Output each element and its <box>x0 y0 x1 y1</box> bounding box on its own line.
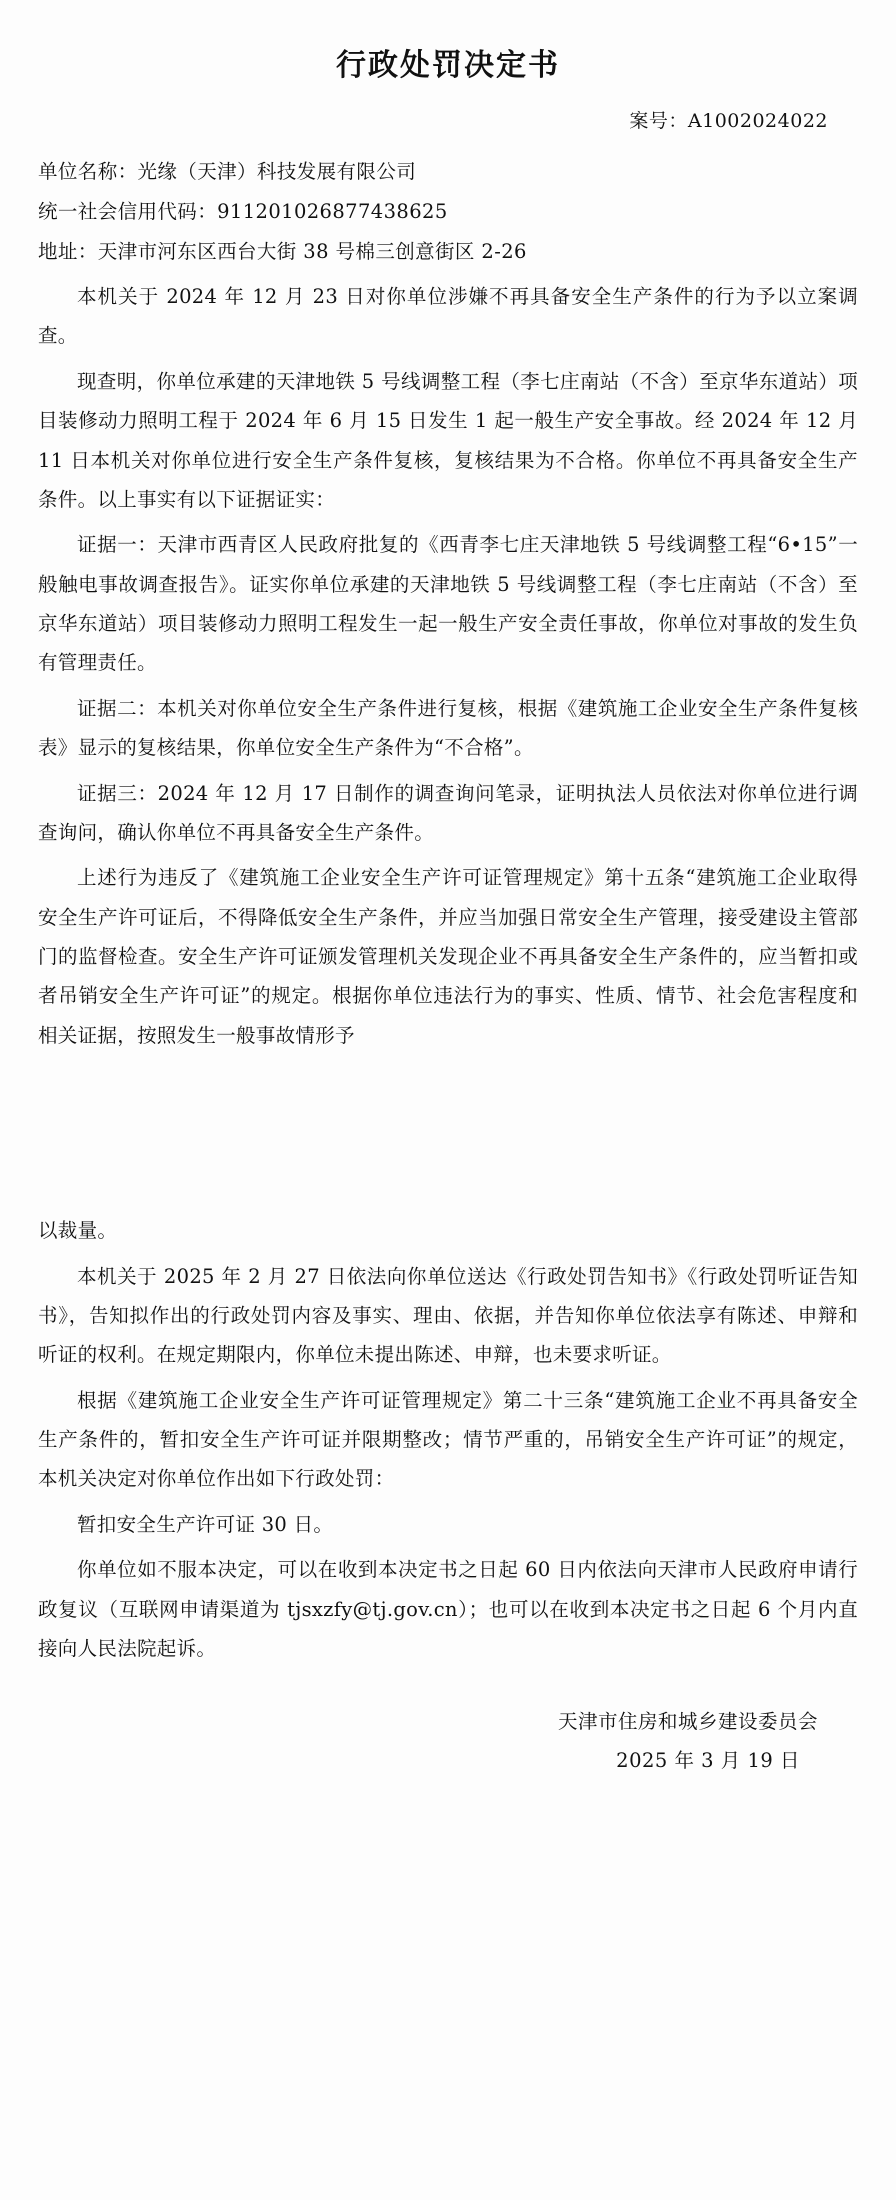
paragraph-findings: 现查明，你单位承建的天津地铁 5 号线调整工程（李七庄南站（不含）至京华东道站）项目装修动力照明工程于 2024 年 6 月 15 日发生 1 起一般生产安全事故。经 2024 年 12 月 11 日本机关对你单位进行安全生产条件复核，复核结果为不合格。你单位不再具备安全生产条件。以上事实有以下证据证实： <box>38 369 858 511</box>
paragraph-notification: 本机关于 2025 年 2 月 27 日依法向你单位送达《行政处罚告知书》《行政处罚听证告知书》，告知拟作出的行政处罚内容及事实、理由、依据，并告知你单位依法享有陈述、申辩和听证的权利。在规定期限内，你单位未提出陈述、申辩，也未要求听证。 <box>38 1264 858 1367</box>
paragraph-evidence-three: 证据三：2024 年 12 月 17 日制作的调查询问笔录，证明执法人员依法对你单位进行调查询问，确认你单位不再具备安全生产条件。 <box>38 781 858 844</box>
paragraph-case-opening: 本机关于 2024 年 12 月 23 日对你单位涉嫌不再具备安全生产条件的行为予以立案调查。 <box>38 285 858 348</box>
case-number-value: A1002024022 <box>687 110 828 132</box>
signature-date: 2025 年 3 月 19 日 <box>616 1749 800 1773</box>
field-company-name-label: 单位名称： <box>38 160 138 183</box>
signature-organization: 天津市住房和城乡建设委员会 <box>557 1710 818 1734</box>
paragraph-penalty-basis: 根据《建筑施工企业安全生产许可证管理规定》第二十三条“建筑施工企业不再具备安全生产条件的，暂扣安全生产许可证并限期整改；情节严重的，吊销安全生产许可证”的规定，本机关决定对你单位作出如下行政处罚： <box>38 1388 858 1491</box>
page-break-gap <box>38 1055 858 1205</box>
field-company-name <box>38 153 858 191</box>
field-credit-code-value: 911201026877438625 <box>217 200 448 224</box>
signature-block <box>38 1702 858 1780</box>
case-number-label: 案号： <box>629 110 688 132</box>
field-address-label: 地址： <box>38 240 98 264</box>
paragraph-legal-basis: 上述行为违反了《建筑施工企业安全生产许可证管理规定》第十五条“建筑施工企业取得安全生产许可证后，不得降低安全生产条件，并应当加强日常安全生产管理，接受建设主管部门的监督检查。安全生产许可证颁发管理机关发现企业不再具备安全生产条件的，应当暂扣或者吊销安全生产许可证”的规定。根据你单位违法行为的事实、性质、情节、社会危害程度和相关证据，按照发生一般事故情形予 <box>38 866 858 1047</box>
field-credit-code-label: 统一社会信用代码： <box>38 200 218 224</box>
paragraph-penalty-decision: 暂扣安全生产许可证 30 日。 <box>77 1512 334 1536</box>
field-company-name-value: 光缘（天津）科技发展有限公司 <box>137 160 417 183</box>
paragraph-appeal-rights: 你单位如不服本决定，可以在收到本决定书之日起 60 日内依法向天津市人民政府申请行政复议（互联网申请渠道为 tjsxzfy@tj.gov.cn）；也可以在收到本决定书之日起 6 个月内直接向人民法院起诉。 <box>38 1558 858 1660</box>
page-title: 行政处罚决定书 <box>336 48 560 83</box>
field-credit-code <box>38 193 858 231</box>
paragraph-discretion-continued: 以裁量。 <box>38 1219 118 1243</box>
field-address-value: 天津市河东区西台大街 38 号棉三创意街区 2-26 <box>97 240 527 264</box>
case-number-line <box>38 106 828 133</box>
paragraph-evidence-two: 证据二：本机关对你单位安全生产条件进行复核，根据《建筑施工企业安全生产条件复核表》显示的复核结果，你单位安全生产条件为“不合格”。 <box>38 696 858 760</box>
paragraph-evidence-one: 证据一：天津市西青区人民政府批复的《西青李七庄天津地铁 5 号线调整工程“6•15”一般触电事故调查报告》。证实你单位承建的天津地铁 5 号线调整工程（李七庄南站（不含）至京华东道站）项目装修动力照明工程发生一起一般生产安全责任事故，你单位对事故的发生负有管理责任。 <box>38 533 858 675</box>
field-address <box>38 233 858 271</box>
